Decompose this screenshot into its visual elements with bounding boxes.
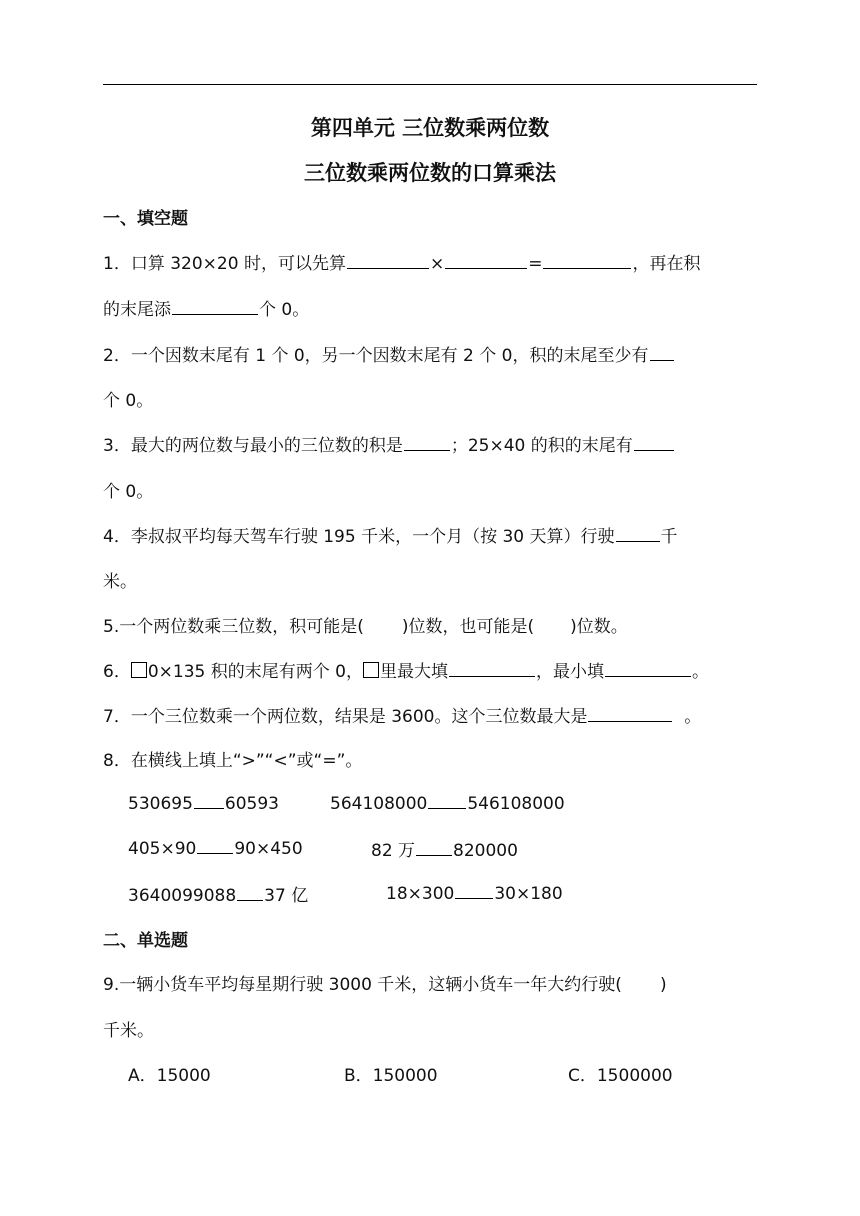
answer-blank[interactable] [455,881,493,899]
compare-row-2-left: 405×90 90×450 [128,836,303,859]
question-3-line-1: 3．最大的两位数与最小的三位数的积是 ；25×40 的积的末尾有 [103,431,675,456]
section-heading-choice: 二、单选题 [103,931,188,951]
answer-blank[interactable] [634,433,674,451]
answer-blank[interactable] [416,838,452,856]
question-4-line-1: 4．李叔叔平均每天驾车行驶 195 千米，一个月（按 30 天算）行驶 千 [103,522,678,547]
square-box-icon [131,662,147,678]
square-box-icon [363,662,379,678]
answer-blank[interactable] [172,297,258,315]
answer-blank[interactable] [605,659,691,677]
question-4-line-2: 米。 [103,572,137,592]
answer-blank[interactable] [237,883,263,901]
answer-blank[interactable] [194,791,224,809]
question-1-line-2: 的末尾添 个 0。 [103,295,309,320]
top-rule [103,84,757,85]
question-1-line-1: 1．口算 320×20 时，可以先算 × = ，再在积 [103,249,700,274]
answer-blank[interactable] [449,659,535,677]
compare-row-3-left: 3640099088 37 亿 [128,881,308,906]
question-3-line-2: 个 0。 [103,482,154,502]
compare-row-2-right: 82 万 820000 [371,836,518,861]
option-a[interactable]: A．15000 [128,1066,211,1086]
option-c[interactable]: C．1500000 [568,1066,673,1086]
answer-blank[interactable] [197,836,233,854]
answer-blank[interactable] [650,343,674,361]
question-2-line-1: 2．一个因数末尾有 1 个 0，另一个因数末尾有 2 个 0，积的末尾至少有 [103,341,675,366]
question-8: 8．在横线上填上“>”“<”或“=”。 [103,751,363,771]
option-b[interactable]: B．150000 [344,1066,438,1086]
compare-row-1-left: 530695 60593 [128,791,279,814]
question-2-line-2: 个 0。 [103,391,154,411]
answer-blank[interactable] [428,791,466,809]
answer-blank[interactable] [404,433,450,451]
compare-row-3-right: 18×300 30×180 [386,881,563,904]
lesson-title: 三位数乘两位数的口算乘法 [304,160,556,185]
question-7: 7．一个三位数乘一个两位数，结果是 3600。这个三位数最大是 。 [103,702,701,727]
question-6: 6． 0×135 积的末尾有两个 0， 里最大填 ，最小填 。 [103,657,709,682]
answer-blank[interactable] [347,251,429,269]
answer-blank[interactable] [588,704,672,722]
answer-blank[interactable] [616,524,660,542]
compare-row-1-right: 564108000 546108000 [330,791,565,814]
unit-title: 第四单元 三位数乘两位数 [310,115,550,140]
question-9-line-1: 9.一辆小货车平均每星期行驶 3000 千米，这辆小货车一年大约行驶( ) [103,975,667,995]
question-9-line-2: 千米。 [103,1021,154,1041]
answer-blank[interactable] [543,251,631,269]
answer-blank[interactable] [445,251,527,269]
section-heading-fill: 一、填空题 [103,209,188,229]
question-5: 5.一个两位数乘三位数，积可能是( )位数，也可能是( )位数。 [103,617,628,637]
